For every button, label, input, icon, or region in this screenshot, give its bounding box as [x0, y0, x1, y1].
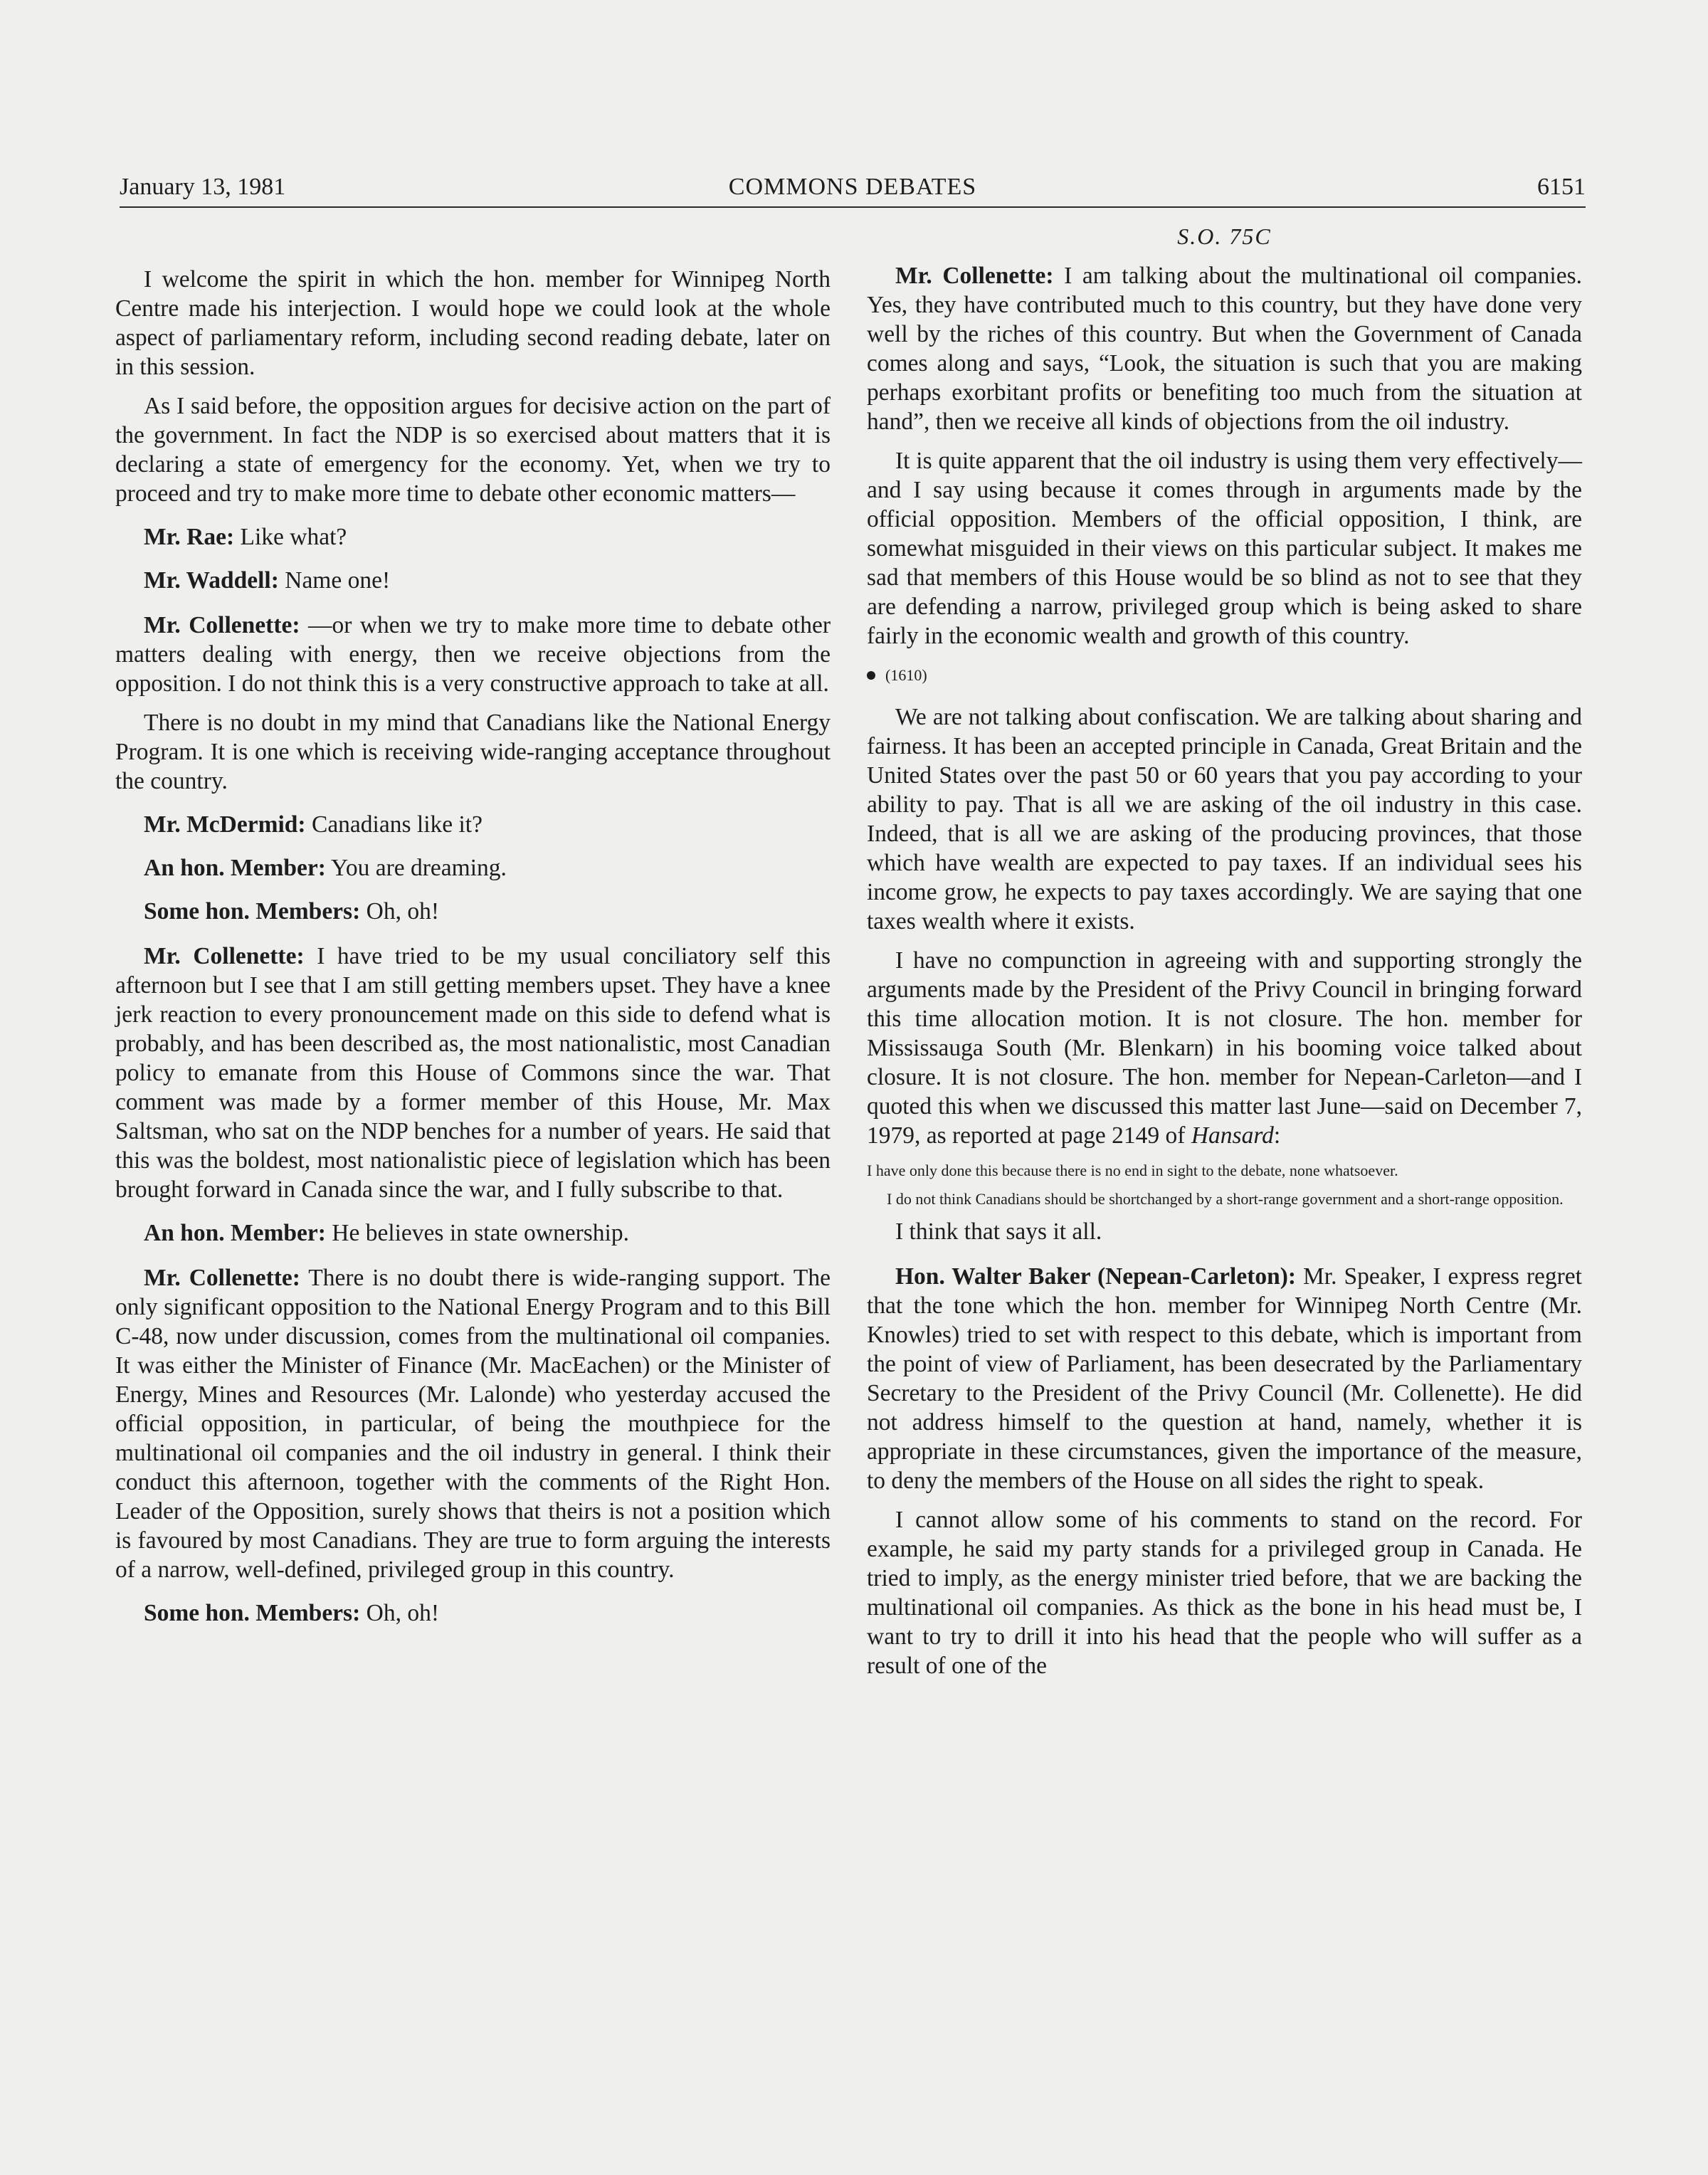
header-date: January 13, 1981 [120, 174, 286, 200]
block-quote: I do not think Canadians should be shortchanged by a short-range government and a short-range opposition. [887, 1190, 1564, 1208]
speech-text: There is no doubt there is wide-ranging support. The only significant opposition to the National Energy Program and to this Bill C-48, now under discussion, comes from the multinational oil companies. It was either the Minister of Finance (Mr. MacEachen) or the Minister of Energy, Mines and Resources (Mr. Lalonde) who yesterday accused the official opposition, in particular, of being the mouthpiece for the multinational oil companies and the oil industry in general. I think their conduct this afternoon, together with the comments of the Right Hon. Leader of the Opposition, surely shows that theirs is not a position which is favoured by most Canadians. They are true to form arguing the interests of a narrow, well-defined, privileged group in this country. [115, 1265, 831, 1583]
paragraph: I think that says it all. [895, 1218, 1102, 1245]
speech-some-members [115, 897, 831, 926]
paragraph: I welcome the spirit in which the hon. member for Winnipeg North Centre made his interjection. I would hope we could look at the whole aspect of parliamentary reform, including second reading debate, later on in this session. [115, 266, 831, 380]
speaker-name: Hon. Walter Baker (Nepean-Carleton): [895, 1263, 1297, 1290]
header-title: COMMONS DEBATES [728, 174, 977, 200]
time-marker-text: (1610) [885, 666, 927, 684]
speech-baker [867, 1262, 1582, 1495]
speech-rae [115, 522, 831, 552]
paragraph [867, 946, 1582, 1150]
speech-text: Canadians like it? [305, 811, 483, 838]
speaker-name: Some hon. Members: [144, 898, 361, 925]
standing-order-heading: S.O. 75C [1177, 223, 1272, 249]
page-header [120, 171, 1586, 208]
speaker-name: Some hon. Members: [144, 1600, 361, 1626]
paragraph-text: I have no compunction in agreeing with and supporting strongly the arguments made by the President of the Privy Council in bringing forward this time allocation motion. It is not closure. The hon. member for Mississauga South (Mr. Blenkarn) in his booming voice talked about closure. It is not closure. The hon. member for Nepean-Carleton—and I quoted this when we discussed this matter last June—said on December 7, 1979, as reported at page 2149 of [867, 947, 1582, 1149]
speaker-name: Mr. Waddell: [144, 567, 279, 594]
speech-text: Name one! [278, 567, 391, 594]
speaker-name: Mr. Collenette: [895, 263, 1054, 289]
speaker-name: Mr. McDermid: [144, 811, 306, 838]
block-quote: I have only done this because there is no end in sight to the debate, none whatsoever. [867, 1162, 1398, 1179]
paragraph: It is quite apparent that the oil industry is using them very effectively—and I say using because it comes through in arguments made by the official opposition. Members of the official opposition, I think, are somewhat misguided in their views on this particular subject. It makes me sad that members of this House would be so blind as not to see that they are defending a narrow, privileged group which is being asked to share fairly in the economic wealth and growth of this country. [867, 448, 1582, 649]
speech-text: I have tried to be my usual conciliatory self this afternoon but I see that I am still getting members upset. They have a knee jerk reaction to every pronouncement made on this side to defend what is probably, and has been described as, the most nationalistic, most Canadian policy to emanate from this House of Commons since the war. That comment was made by a former member of this House, Mr. Max Saltsman, who sat on the NDP benches for a number of years. He said that this was the boldest, most nationalistic piece of legislation which has been brought forward in Canada since the war, and I fully subscribe to that. [115, 943, 831, 1203]
speaker-name: Mr. Rae: [144, 524, 235, 550]
speech-text: I am talking about the multinational oil companies. Yes, they have contributed much to this country, but they have done very well by the riches of this country. But when the Government of Canada comes along and says, “Look, the situation is such that you are making perhaps exorbitant profits or benefiting too much from the situation at hand”, then we receive all kinds of objections from the oil industry. [867, 263, 1582, 435]
speech-hon-member [115, 853, 831, 883]
speech-collenette [867, 261, 1582, 436]
speech-hon-member [115, 1218, 831, 1248]
speech-text: Like what? [234, 524, 347, 550]
speech-text: Oh, oh! [360, 898, 439, 925]
speech-text: Oh, oh! [360, 1600, 439, 1626]
speech-collenette [115, 611, 831, 698]
speech-collenette [115, 1263, 831, 1584]
hansard-italic: Hansard [1191, 1122, 1274, 1149]
speech-text: You are dreaming. [325, 855, 507, 881]
paragraph: We are not talking about confiscation. We are talking about sharing and fairness. It has been an accepted principle in Canada, Great Britain and the United States over the past 50 or 60 years that you pay according to your ability to pay. That is all we are asking of the oil industry in this case. Indeed, that is all we are asking of the producing provinces, that those which have wealth are expected to pay taxes. If an individual sees his income grow, he expects to pay taxes accordingly. We are saying that one taxes wealth where it exists. [867, 704, 1582, 934]
time-marker [867, 660, 1582, 690]
speaker-name: Mr. Collenette: [144, 943, 305, 969]
speaker-name: Mr. Collenette: [144, 1265, 300, 1291]
paragraph: There is no doubt in my mind that Canadians like the National Energy Program. It is one which is receiving wide-ranging acceptance throughout the country. [115, 710, 831, 794]
speech-text: Mr. Speaker, I express regret that the tone which the hon. member for Winnipeg North Centre (Mr. Knowles) tried to set with respect to this debate, which is important from the point of view of Parliament, has been desecrated by the Parliamentary Secretary to the President of the Privy Council (Mr. Collenette). He did not address himself to the question at hand, namely, whether it is appropriate in these circumstances, given the importance of the measure, to deny the members of the House on all sides the right to speak. [867, 1263, 1582, 1494]
paragraph: As I said before, the opposition argues for decisive action on the part of the government. In fact the NDP is so exercised about matters that it is declaring a state of emergency for the economy. Yet, when we try to proceed and try to make more time to debate other economic matters— [115, 393, 831, 507]
paragraph: I cannot allow some of his comments to stand on the record. For example, he said my party stands for a privileged group in Canada. He tried to imply, as the energy minister tried before, that we are backing the multinational oil companies. As thick as the bone in his head must be, I want to try to drill it into his head that the people who will suffer as a result of one of the [867, 1507, 1582, 1679]
speech-some-members [115, 1599, 831, 1628]
bullet-dot-icon [867, 671, 875, 680]
right-column [867, 222, 1582, 1690]
speaker-name: Mr. Collenette: [144, 612, 300, 638]
speaker-name: An hon. Member: [144, 1220, 326, 1246]
speech-text: He believes in state ownership. [325, 1220, 629, 1246]
speech-mcdermid [115, 810, 831, 839]
left-column [115, 265, 831, 1642]
speech-collenette [115, 942, 831, 1204]
paragraph-text: : [1273, 1122, 1281, 1149]
header-page-number: 6151 [1537, 174, 1586, 200]
speaker-name: An hon. Member: [144, 855, 326, 881]
speech-waddell [115, 566, 831, 595]
speech-text: —or when we try to make more time to debate other matters dealing with energy, then we receive objections from the opposition. I do not think this is a very constructive approach to take at all. [115, 612, 831, 697]
